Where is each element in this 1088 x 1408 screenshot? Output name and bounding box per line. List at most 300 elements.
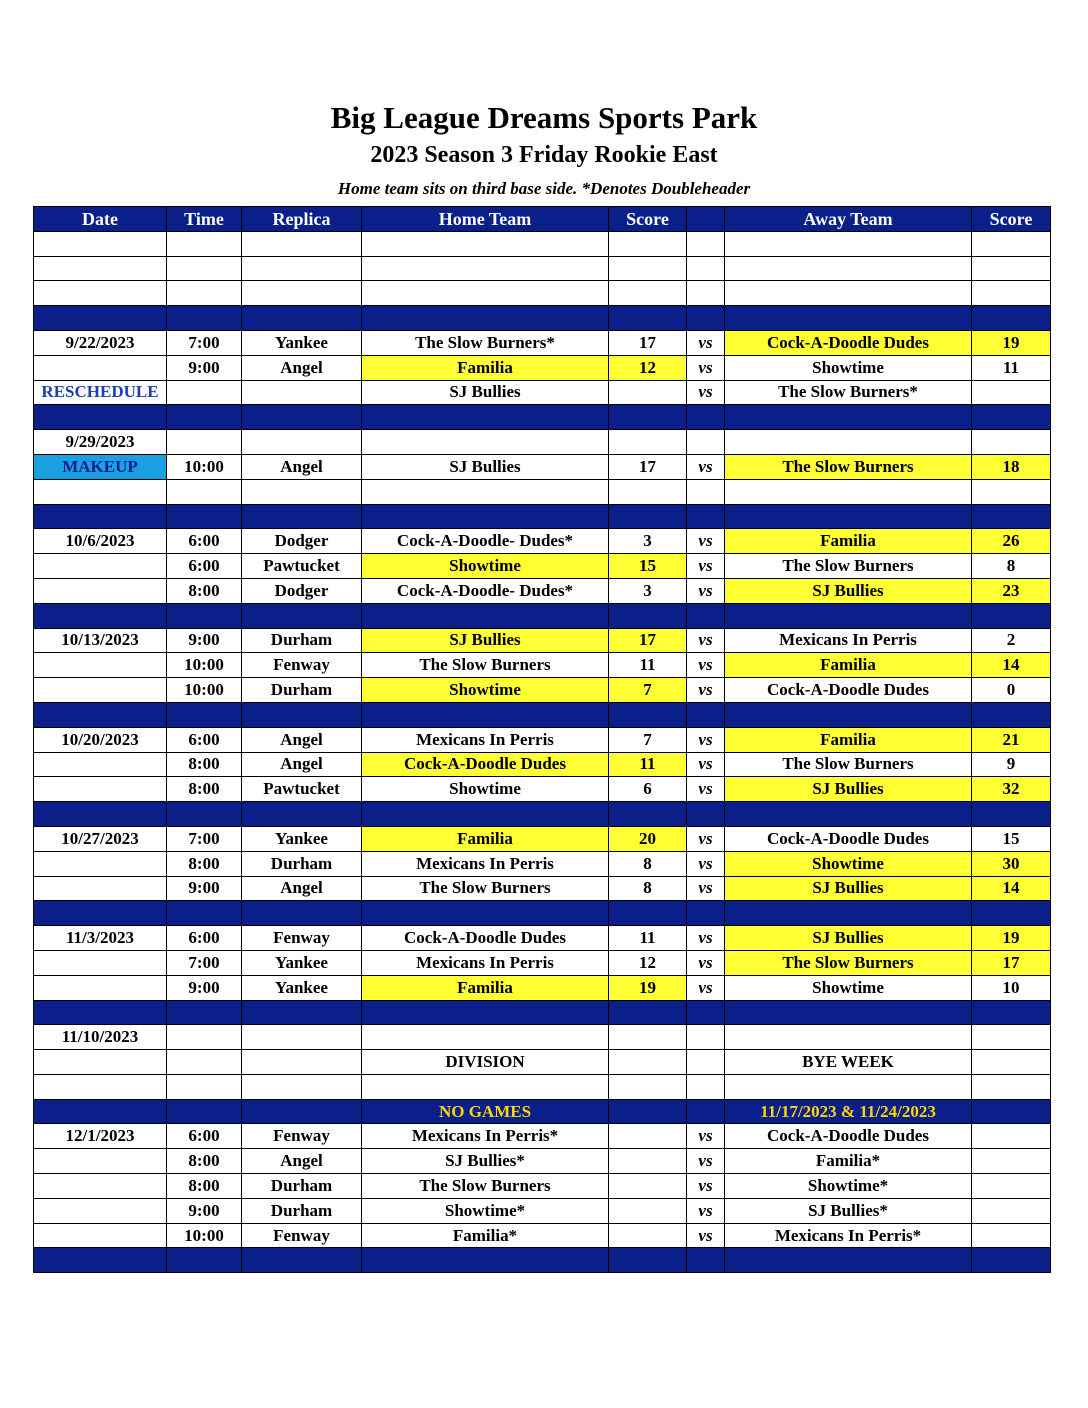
game-row <box>34 628 1051 653</box>
home-score-cell: 17 <box>609 628 687 653</box>
date-cell <box>34 975 167 1000</box>
divider-cell <box>725 702 972 727</box>
empty-cell <box>34 256 167 281</box>
divider-cell <box>609 504 687 529</box>
vs-cell: vs <box>687 578 725 603</box>
empty-cell <box>725 479 972 504</box>
away-team-cell: SJ Bullies <box>725 578 972 603</box>
replica-cell: Yankee <box>242 975 362 1000</box>
empty-cell <box>242 281 362 306</box>
away-team-cell: The Slow Burners <box>725 752 972 777</box>
divider-cell <box>972 802 1051 827</box>
no-games-dates-banner: 11/17/2023 & 11/24/2023 <box>725 1099 972 1124</box>
replica-cell: Durham <box>242 678 362 703</box>
replica-cell: Fenway <box>242 653 362 678</box>
away-score-cell: 19 <box>972 330 1051 355</box>
empty-cell <box>725 256 972 281</box>
empty-cell <box>609 479 687 504</box>
home-team-cell: Cock-A-Doodle- Dudes* <box>362 578 609 603</box>
date-cell <box>34 950 167 975</box>
divider-cell <box>725 405 972 430</box>
away-score-cell: 21 <box>972 727 1051 752</box>
vs-cell: vs <box>687 330 725 355</box>
divider-cell <box>687 1248 725 1273</box>
game-row <box>34 1174 1051 1199</box>
divider-cell <box>362 603 609 628</box>
replica-cell: Angel <box>242 876 362 901</box>
vs-cell: vs <box>687 975 725 1000</box>
home-score-cell <box>609 1223 687 1248</box>
divider-cell <box>242 306 362 331</box>
no-games-banner: NO GAMES <box>362 1099 609 1124</box>
empty-cell <box>34 1074 167 1099</box>
vs-cell: vs <box>687 826 725 851</box>
replica-cell: Yankee <box>242 950 362 975</box>
empty-cell <box>687 231 725 256</box>
replica-cell: Dodger <box>242 529 362 554</box>
divider-cell <box>362 1000 609 1025</box>
game-row <box>34 1124 1051 1149</box>
date-cell <box>34 777 167 802</box>
home-team-cell: Mexicans In Perris <box>362 851 609 876</box>
away-team-cell: Mexicans In Perris <box>725 628 972 653</box>
time-cell: 6:00 <box>167 554 242 579</box>
empty-cell <box>687 256 725 281</box>
divider-cell <box>687 901 725 926</box>
date-cell <box>34 1223 167 1248</box>
empty-cell <box>609 281 687 306</box>
time-cell: 8:00 <box>167 1149 242 1174</box>
section-divider <box>34 1248 1051 1273</box>
away-score-cell: 14 <box>972 876 1051 901</box>
home-team-cell: SJ Bullies <box>362 380 609 405</box>
date-cell: 11/3/2023 <box>34 926 167 951</box>
time-cell: 6:00 <box>167 926 242 951</box>
blank-row <box>34 281 1051 306</box>
col-home-team-header: Home Team <box>362 207 609 232</box>
blank-row <box>34 231 1051 256</box>
divider-cell <box>167 802 242 827</box>
section-divider <box>34 603 1051 628</box>
date-cell <box>34 578 167 603</box>
home-team-cell: SJ Bullies <box>362 454 609 479</box>
divider-cell <box>34 306 167 331</box>
divider-cell <box>609 702 687 727</box>
date-cell <box>34 554 167 579</box>
home-score-cell: 12 <box>609 355 687 380</box>
vs-cell <box>687 430 725 455</box>
time-cell: 8:00 <box>167 851 242 876</box>
away-team-cell: Familia* <box>725 1149 972 1174</box>
away-score-cell: 9 <box>972 752 1051 777</box>
home-score-cell: 17 <box>609 454 687 479</box>
vs-cell: vs <box>687 653 725 678</box>
time-cell: 9:00 <box>167 975 242 1000</box>
replica-cell: Yankee <box>242 826 362 851</box>
home-team-cell: The Slow Burners* <box>362 330 609 355</box>
vs-cell: vs <box>687 529 725 554</box>
divider-cell <box>34 802 167 827</box>
reschedule-label: RESCHEDULE <box>34 380 167 405</box>
time-cell: 9:00 <box>167 355 242 380</box>
away-team-cell <box>725 1025 972 1050</box>
vs-cell: vs <box>687 777 725 802</box>
time-cell: 6:00 <box>167 1124 242 1149</box>
game-row <box>34 851 1051 876</box>
empty-cell <box>167 256 242 281</box>
home-score-cell: 11 <box>609 653 687 678</box>
vs-cell: vs <box>687 752 725 777</box>
game-row <box>34 1025 1051 1050</box>
time-cell: 10:00 <box>167 653 242 678</box>
home-team-cell: Familia* <box>362 1223 609 1248</box>
section-divider <box>34 306 1051 331</box>
vs-cell <box>687 1050 725 1075</box>
time-cell: 7:00 <box>167 330 242 355</box>
vs-cell: vs <box>687 851 725 876</box>
away-score-cell <box>972 1050 1051 1075</box>
divider-cell <box>167 306 242 331</box>
away-team-cell: The Slow Burners <box>725 950 972 975</box>
date-cell <box>34 1149 167 1174</box>
divider-cell <box>972 504 1051 529</box>
divider-cell <box>609 603 687 628</box>
divider-cell <box>362 405 609 430</box>
replica-cell: Durham <box>242 851 362 876</box>
away-score-cell <box>972 1174 1051 1199</box>
time-cell <box>167 1050 242 1075</box>
game-row <box>34 727 1051 752</box>
home-score-cell <box>609 1198 687 1223</box>
replica-cell: Durham <box>242 628 362 653</box>
empty-cell <box>362 479 609 504</box>
away-score-cell <box>972 380 1051 405</box>
home-team-cell: Cock-A-Doodle Dudes <box>362 926 609 951</box>
away-score-cell: 15 <box>972 826 1051 851</box>
away-score-cell <box>972 1149 1051 1174</box>
empty-cell <box>362 256 609 281</box>
blank-row <box>34 256 1051 281</box>
away-score-cell: 32 <box>972 777 1051 802</box>
replica-cell: Fenway <box>242 1223 362 1248</box>
empty-cell <box>687 1074 725 1099</box>
game-row <box>34 876 1051 901</box>
vs-cell: vs <box>687 454 725 479</box>
divider-cell <box>34 901 167 926</box>
vs-cell: vs <box>687 1198 725 1223</box>
home-score-cell <box>609 1025 687 1050</box>
game-row <box>34 1198 1051 1223</box>
home-score-cell: 11 <box>609 926 687 951</box>
home-score-cell: 11 <box>609 752 687 777</box>
away-team-cell: SJ Bullies <box>725 926 972 951</box>
home-team-cell: Mexicans In Perris* <box>362 1124 609 1149</box>
divider-cell <box>242 1099 362 1124</box>
empty-cell <box>167 479 242 504</box>
away-score-cell: 8 <box>972 554 1051 579</box>
home-team-cell: Familia <box>362 975 609 1000</box>
divider-cell <box>687 1000 725 1025</box>
empty-cell <box>725 1074 972 1099</box>
time-cell <box>167 1025 242 1050</box>
replica-cell <box>242 1050 362 1075</box>
game-row <box>34 975 1051 1000</box>
section-divider <box>34 1099 1051 1124</box>
divider-cell <box>725 901 972 926</box>
divider-cell <box>242 702 362 727</box>
date-cell: 10/13/2023 <box>34 628 167 653</box>
away-score-cell: 23 <box>972 578 1051 603</box>
divider-cell <box>725 1000 972 1025</box>
divider-cell <box>362 306 609 331</box>
divider-cell <box>242 504 362 529</box>
date-cell <box>34 851 167 876</box>
empty-cell <box>242 231 362 256</box>
empty-cell <box>362 281 609 306</box>
date-cell <box>34 678 167 703</box>
empty-cell <box>609 1074 687 1099</box>
away-team-cell: Cock-A-Doodle Dudes <box>725 678 972 703</box>
replica-cell: Fenway <box>242 926 362 951</box>
away-score-cell: 2 <box>972 628 1051 653</box>
divider-cell <box>242 603 362 628</box>
away-score-cell: 26 <box>972 529 1051 554</box>
col-date-header: Date <box>34 207 167 232</box>
away-score-cell: 10 <box>972 975 1051 1000</box>
away-team-cell: Familia <box>725 529 972 554</box>
home-team-cell: The Slow Burners <box>362 876 609 901</box>
date-cell <box>34 355 167 380</box>
section-divider <box>34 1000 1051 1025</box>
home-score-cell <box>609 380 687 405</box>
away-team-cell: SJ Bullies <box>725 777 972 802</box>
date-cell <box>34 1198 167 1223</box>
col-replica-header: Replica <box>242 207 362 232</box>
time-cell: 9:00 <box>167 628 242 653</box>
empty-cell <box>242 256 362 281</box>
away-score-cell: 30 <box>972 851 1051 876</box>
home-team-cell: Familia <box>362 826 609 851</box>
divider-cell <box>167 901 242 926</box>
empty-cell <box>972 231 1051 256</box>
away-team-cell: SJ Bullies <box>725 876 972 901</box>
home-score-cell: 20 <box>609 826 687 851</box>
time-cell: 7:00 <box>167 826 242 851</box>
away-team-cell: The Slow Burners <box>725 454 972 479</box>
replica-cell: Pawtucket <box>242 777 362 802</box>
home-score-cell: 15 <box>609 554 687 579</box>
date-cell: 11/10/2023 <box>34 1025 167 1050</box>
empty-cell <box>972 1074 1051 1099</box>
divider-cell <box>609 1099 687 1124</box>
home-team-cell: SJ Bullies* <box>362 1149 609 1174</box>
replica-cell: Angel <box>242 1149 362 1174</box>
empty-cell <box>167 231 242 256</box>
schedule-body <box>34 231 1051 1272</box>
time-cell <box>167 380 242 405</box>
time-cell: 9:00 <box>167 1198 242 1223</box>
date-cell <box>34 876 167 901</box>
header-row <box>34 207 1051 232</box>
divider-cell <box>167 1000 242 1025</box>
empty-cell <box>242 1074 362 1099</box>
divider-cell <box>609 802 687 827</box>
home-score-cell <box>609 1124 687 1149</box>
schedule-note: Home team sits on third base side. *Denotes Doubleheader <box>337 179 751 198</box>
away-team-cell: Cock-A-Doodle Dudes <box>725 330 972 355</box>
game-row <box>34 950 1051 975</box>
game-row <box>34 529 1051 554</box>
home-team-cell: Cock-A-Doodle- Dudes* <box>362 529 609 554</box>
makeup-label: MAKEUP <box>34 454 167 479</box>
vs-cell: vs <box>687 1223 725 1248</box>
away-team-cell: BYE WEEK <box>725 1050 972 1075</box>
page-title: Big League Dreams Sports Park <box>330 100 758 135</box>
page-subtitle: 2023 Season 3 Friday Rookie East <box>370 142 718 168</box>
away-score-cell <box>972 430 1051 455</box>
date-cell: 12/1/2023 <box>34 1124 167 1149</box>
divider-cell <box>687 702 725 727</box>
vs-cell: vs <box>687 950 725 975</box>
game-row <box>34 1149 1051 1174</box>
home-team-cell: Showtime <box>362 777 609 802</box>
home-team-cell: Cock-A-Doodle Dudes <box>362 752 609 777</box>
vs-cell <box>687 1025 725 1050</box>
empty-cell <box>362 1074 609 1099</box>
empty-cell <box>34 479 167 504</box>
time-cell: 7:00 <box>167 950 242 975</box>
divider-cell <box>609 1248 687 1273</box>
divider-cell <box>972 1000 1051 1025</box>
game-row <box>34 454 1051 479</box>
away-score-cell: 19 <box>972 926 1051 951</box>
vs-cell: vs <box>687 355 725 380</box>
divider-cell <box>687 306 725 331</box>
divider-cell <box>242 1000 362 1025</box>
divider-cell <box>609 1000 687 1025</box>
vs-cell: vs <box>687 554 725 579</box>
away-team-cell: Showtime* <box>725 1174 972 1199</box>
replica-cell: Yankee <box>242 330 362 355</box>
home-score-cell: 19 <box>609 975 687 1000</box>
replica-cell: Dodger <box>242 578 362 603</box>
home-score-cell <box>609 1050 687 1075</box>
game-row <box>34 330 1051 355</box>
divider-cell <box>34 405 167 430</box>
away-score-cell: 18 <box>972 454 1051 479</box>
empty-cell <box>972 281 1051 306</box>
divider-cell <box>362 802 609 827</box>
replica-cell: Angel <box>242 454 362 479</box>
home-team-cell: The Slow Burners <box>362 653 609 678</box>
empty-cell <box>972 479 1051 504</box>
divider-cell <box>34 702 167 727</box>
away-score-cell: 14 <box>972 653 1051 678</box>
away-team-cell: Cock-A-Doodle Dudes <box>725 826 972 851</box>
date-cell: 10/20/2023 <box>34 727 167 752</box>
home-score-cell <box>609 1149 687 1174</box>
replica-cell <box>242 1025 362 1050</box>
time-cell: 8:00 <box>167 578 242 603</box>
time-cell: 10:00 <box>167 454 242 479</box>
away-team-cell <box>725 430 972 455</box>
home-score-cell: 17 <box>609 330 687 355</box>
col-home-score-header: Score <box>609 207 687 232</box>
replica-cell: Fenway <box>242 1124 362 1149</box>
replica-cell: Durham <box>242 1198 362 1223</box>
replica-cell: Angel <box>242 355 362 380</box>
replica-cell: Angel <box>242 727 362 752</box>
home-team-cell: Mexicans In Perris <box>362 950 609 975</box>
time-cell: 6:00 <box>167 727 242 752</box>
section-divider <box>34 504 1051 529</box>
replica-cell <box>242 430 362 455</box>
home-score-cell: 6 <box>609 777 687 802</box>
away-score-cell <box>972 1124 1051 1149</box>
divider-cell <box>725 802 972 827</box>
time-cell: 8:00 <box>167 777 242 802</box>
game-row <box>34 1050 1051 1075</box>
vs-cell: vs <box>687 1149 725 1174</box>
home-team-cell <box>362 430 609 455</box>
schedule-table <box>33 206 1051 1273</box>
empty-cell <box>34 281 167 306</box>
game-row <box>34 380 1051 405</box>
empty-cell <box>687 281 725 306</box>
away-team-cell: Familia <box>725 653 972 678</box>
divider-cell <box>687 405 725 430</box>
divider-cell <box>242 1248 362 1273</box>
vs-cell: vs <box>687 926 725 951</box>
divider-cell <box>362 1248 609 1273</box>
home-team-cell: Familia <box>362 355 609 380</box>
away-score-cell <box>972 1198 1051 1223</box>
replica-cell <box>242 380 362 405</box>
game-row <box>34 578 1051 603</box>
home-score-cell <box>609 1174 687 1199</box>
vs-cell: vs <box>687 380 725 405</box>
time-cell <box>167 430 242 455</box>
divider-cell <box>609 901 687 926</box>
divider-cell <box>34 504 167 529</box>
game-row <box>34 752 1051 777</box>
empty-cell <box>34 231 167 256</box>
divider-cell <box>972 1248 1051 1273</box>
home-score-cell: 7 <box>609 727 687 752</box>
section-divider <box>34 702 1051 727</box>
time-cell: 10:00 <box>167 678 242 703</box>
empty-cell <box>167 281 242 306</box>
home-score-cell <box>609 430 687 455</box>
divider-cell <box>362 504 609 529</box>
home-score-cell: 8 <box>609 876 687 901</box>
empty-cell <box>725 231 972 256</box>
vs-cell: vs <box>687 678 725 703</box>
divider-cell <box>687 802 725 827</box>
date-cell <box>34 752 167 777</box>
date-cell: 10/6/2023 <box>34 529 167 554</box>
home-team-cell: The Slow Burners <box>362 1174 609 1199</box>
time-cell: 6:00 <box>167 529 242 554</box>
game-row <box>34 926 1051 951</box>
empty-cell <box>609 256 687 281</box>
home-score-cell: 7 <box>609 678 687 703</box>
divider-cell <box>609 405 687 430</box>
away-score-cell <box>972 1223 1051 1248</box>
section-divider <box>34 405 1051 430</box>
divider-cell <box>167 405 242 430</box>
away-team-cell: Showtime <box>725 975 972 1000</box>
